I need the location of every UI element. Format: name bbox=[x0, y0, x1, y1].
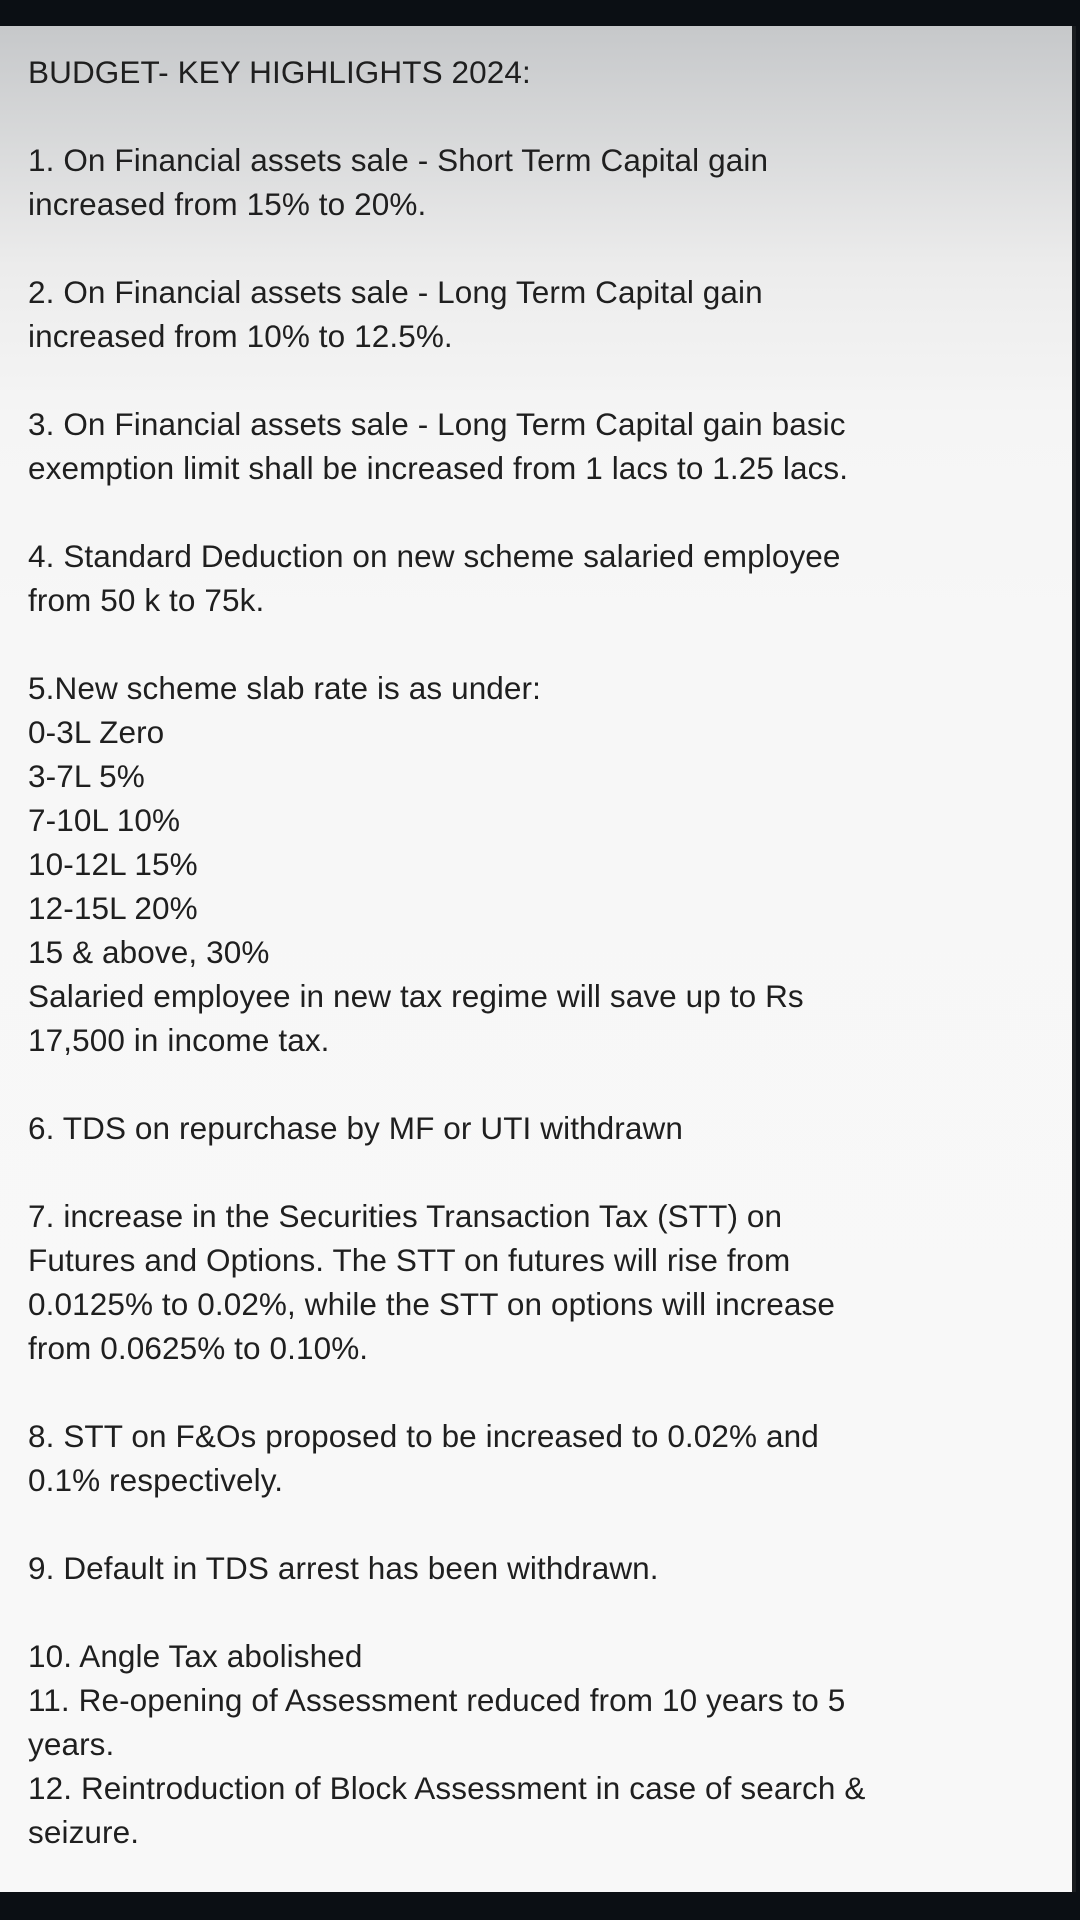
item-3-line-2: exemption limit shall be increased from 1 lacs to 1.25 lacs. bbox=[28, 450, 849, 486]
paragraph-gap bbox=[28, 94, 1042, 138]
item-6-line-1: 6. TDS on repurchase by MF or UTI withdrawn bbox=[28, 1110, 683, 1146]
item-7-line-1: 7. increase in the Securities Transaction Tax (STT) on bbox=[28, 1198, 783, 1234]
note-title: BUDGET- KEY HIGHLIGHTS 2024: bbox=[28, 54, 531, 90]
item-5-line-1: 5.New scheme slab rate is as under: bbox=[28, 670, 541, 706]
item-5-line-8: Salaried employee in new tax regime will save up to Rs bbox=[28, 978, 804, 1014]
paragraph-gap bbox=[28, 1590, 1042, 1634]
item-10-line-1: 10. Angle Tax abolished bbox=[28, 1638, 363, 1674]
paragraph-gap bbox=[28, 622, 1042, 666]
item-4-line-1: 4. Standard Deduction on new scheme salaried employee bbox=[28, 538, 841, 574]
item-4-line-2: from 50 k to 75k. bbox=[28, 582, 265, 618]
item-11-line-2: years. bbox=[28, 1726, 115, 1762]
note-body bbox=[0, 26, 1076, 1892]
item-7-line-4: from 0.0625% to 0.10%. bbox=[28, 1330, 369, 1366]
item-2-line-1: 2. On Financial assets sale - Long Term Capital gain bbox=[28, 274, 763, 310]
item-9-line-1: 9. Default in TDS arrest has been withdrawn. bbox=[28, 1550, 659, 1586]
item-5-line-7: 15 & above, 30% bbox=[28, 934, 270, 970]
paragraph-gap bbox=[28, 1502, 1042, 1546]
item-5-line-5: 10-12L 15% bbox=[28, 846, 198, 882]
paragraph-gap bbox=[28, 490, 1042, 534]
item-8-line-1: 8. STT on F&Os proposed to be increased to 0.02% and bbox=[28, 1418, 819, 1454]
item-1-line-1: 1. On Financial assets sale - Short Term Capital gain bbox=[28, 142, 769, 178]
item-2-line-2: increased from 10% to 12.5%. bbox=[28, 318, 453, 354]
item-1-line-2: increased from 15% to 20%. bbox=[28, 186, 427, 222]
item-5-line-9: 17,500 in income tax. bbox=[28, 1022, 330, 1058]
item-12-line-2: seizure. bbox=[28, 1814, 140, 1850]
item-8-line-2: 0.1% respectively. bbox=[28, 1462, 284, 1498]
paragraph-gap bbox=[28, 1150, 1042, 1194]
paragraph-gap bbox=[28, 358, 1042, 402]
item-11-line-1: 11. Re-opening of Assessment reduced from 10 years to 5 bbox=[28, 1682, 846, 1718]
paragraph-gap bbox=[28, 1062, 1042, 1106]
item-5-line-6: 12-15L 20% bbox=[28, 890, 198, 926]
item-5-line-2: 0-3L Zero bbox=[28, 714, 165, 750]
paragraph-gap bbox=[28, 1370, 1042, 1414]
item-7-line-3: 0.0125% to 0.02%, while the STT on options will increase bbox=[28, 1286, 835, 1322]
item-12-line-1: 12. Reintroduction of Block Assessment in case of search & bbox=[28, 1770, 866, 1806]
item-5-line-3: 3-7L 5% bbox=[28, 758, 145, 794]
paragraph-gap bbox=[28, 226, 1042, 270]
item-5-line-4: 7-10L 10% bbox=[28, 802, 181, 838]
item-7-line-2: Futures and Options. The STT on futures will rise from bbox=[28, 1242, 791, 1278]
item-3-line-1: 3. On Financial assets sale - Long Term Capital gain basic bbox=[28, 406, 846, 442]
